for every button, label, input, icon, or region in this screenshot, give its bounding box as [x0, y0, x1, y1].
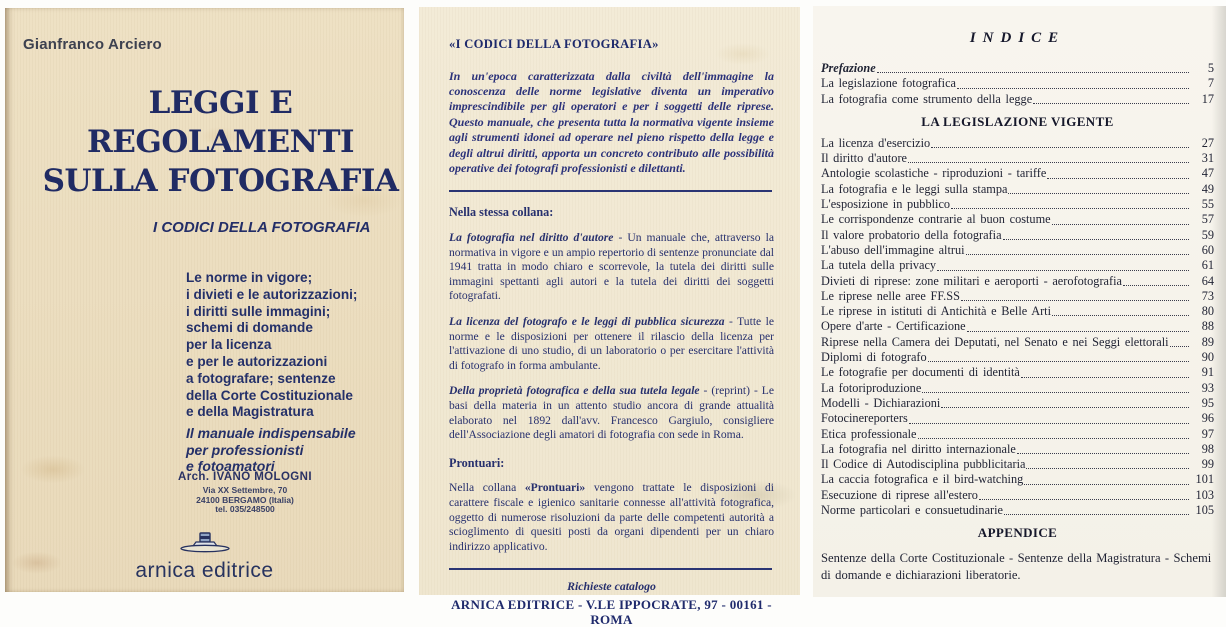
toc-row	[821, 76, 1214, 91]
toc-entry-label: La caccia fotografica e il bird-watching	[821, 472, 1024, 487]
blurb-line: i diritti sulle immagini;	[186, 303, 331, 319]
tagline-line: per professionisti	[186, 441, 304, 458]
toc-row	[821, 488, 1214, 503]
toc-row	[821, 289, 1214, 304]
toc-entry-label: Le riprese nelle aree FF.SS	[821, 288, 960, 303]
toc-page-number: 60	[1201, 242, 1214, 257]
toc-row	[821, 136, 1214, 151]
divider-rule-top	[449, 190, 772, 192]
dot-leader	[1017, 453, 1189, 454]
book-paragraph-text: - Tutte le norme e le disposizioni per ottenere il rilascio della licenza per l'attivazione di uno studio, di un laboratorio o per esercitare l'attività di fotografo in forma ambulante.	[449, 315, 774, 372]
toc-row	[821, 61, 1214, 76]
catalog-request-label: Richieste catalogo	[567, 579, 656, 594]
book-paragraph	[449, 384, 774, 442]
blurb-line: schemi di domande	[186, 320, 313, 336]
toc-entry-label: Opere d'arte - Certificazione	[821, 319, 966, 334]
book-paragraph	[449, 231, 774, 304]
dot-leader	[922, 392, 1189, 393]
toc-entry-label: La licenza d'esercizio	[821, 135, 931, 150]
toc-entry-label: Il valore probatorio della fotografia	[821, 227, 1002, 242]
section-header-appendice: APPENDICE	[977, 525, 1058, 541]
book-paragraph-title: La licenza del fotografo e le leggi di pubblica sicurezza	[449, 315, 725, 328]
address-line: 24100 BERGAMO (Italia)	[196, 494, 294, 505]
dot-leader	[909, 423, 1189, 424]
toc-row	[821, 411, 1214, 426]
blurb-line: i divieti e le autorizzazioni;	[186, 286, 358, 302]
book-title-line1: LEGGI E REGOLAMENTI	[86, 85, 355, 160]
dot-leader	[1021, 377, 1189, 378]
toc-page-number: 96	[1201, 411, 1214, 426]
toc-page-number: 105	[1195, 503, 1214, 518]
toc-entry-label: Le riprese in istituti di Antichità e Belle Arti	[821, 304, 1052, 319]
toc-entry-label: La fotografia e le leggi sulla stampa	[821, 181, 1008, 196]
toc-row	[821, 457, 1214, 472]
toc-entry-label: La tutela della privacy	[821, 258, 937, 273]
appendix-description: Sentenze della Corte Costituzionale - Sentenze della Magistratura - Schemi di domande e dichiarazioni liberatorie.	[821, 551, 1212, 582]
toc-page-number: 101	[1195, 472, 1214, 487]
toc-row	[821, 396, 1214, 411]
toc-page-number: 31	[1201, 151, 1214, 166]
toc-page-number: 61	[1201, 258, 1214, 273]
toc-page-number: 7	[1207, 76, 1214, 91]
prontuari-bold: «Prontuari»	[524, 481, 586, 495]
toc-row	[821, 151, 1214, 166]
toc-row	[821, 258, 1214, 273]
toc-row	[821, 274, 1214, 289]
publisher-address-line: ARNICA EDITRICE - V.LE IPPOCRATE, 97 - 00161 - ROMA	[451, 596, 772, 627]
tagline-line: Il manuale indispensabile	[186, 425, 356, 441]
toc-entry-label: Riprese nella Camera dei Deputati, nel Senato e nei Seggi elettorali	[821, 334, 1169, 349]
blurb-line: della Corte Costituzionale	[186, 387, 353, 403]
dot-leader	[1123, 285, 1189, 286]
series-books	[449, 231, 774, 443]
author-name: Gianfranco Arciero	[23, 36, 162, 53]
dot-leader	[1052, 224, 1189, 225]
toc-page-number: 27	[1201, 135, 1214, 150]
index-title: INDICE	[969, 30, 1066, 46]
architect-name: Arch. IVANO MOLOGNI	[178, 471, 312, 483]
toc-entry-label: L'abuso dell'immagine altrui	[821, 242, 965, 257]
index-main-entries	[821, 136, 1214, 518]
series-name: I CODICI DELLA FOTOGRAFIA	[153, 219, 371, 236]
toc-page-number: 99	[1201, 457, 1214, 472]
book-paragraph	[449, 315, 774, 373]
dot-leader	[979, 499, 1189, 500]
toc-entry-label: La fotoriproduzione	[821, 380, 922, 395]
toc-row	[821, 365, 1214, 380]
dot-leader	[957, 88, 1189, 89]
publisher-name: arnica editrice	[135, 559, 274, 582]
architect-address	[155, 486, 335, 515]
index-front-entries	[821, 61, 1214, 107]
toc-page-number: 93	[1201, 380, 1214, 395]
dot-leader	[1033, 103, 1189, 104]
dot-leader	[908, 162, 1189, 163]
toc-page-number: 47	[1201, 166, 1214, 181]
toc-entry-label: Il Codice di Autodisciplina pubblicitaria	[821, 457, 1026, 472]
toc-entry-label: Il diritto d'autore	[821, 151, 908, 166]
toc-entry-label: Prefazione	[821, 61, 876, 75]
dot-leader	[1004, 514, 1189, 515]
toc-page-number: 89	[1201, 334, 1214, 349]
toc-entry-label: Diplomi di fotografo	[821, 350, 927, 365]
dot-leader	[1026, 468, 1189, 469]
toc-row	[821, 350, 1214, 365]
toc-row	[821, 427, 1214, 442]
dot-leader	[941, 407, 1189, 408]
toc-page-number: 64	[1201, 273, 1214, 288]
toc-page-number: 103	[1195, 487, 1214, 502]
toc-entry-label: Modelli - Dichiarazioni	[821, 395, 941, 410]
dot-leader	[1052, 315, 1189, 316]
same-series-label: Nella stessa collana:	[449, 205, 554, 220]
blurb-line: e per le autorizzazioni	[186, 353, 328, 369]
toc-entry-label: La fotografia come strumento della legge	[821, 91, 1033, 106]
dot-leader	[967, 331, 1189, 332]
toc-page-number: 80	[1201, 304, 1214, 319]
toc-page-number: 95	[1201, 395, 1214, 410]
blurb-line: per la licenza	[186, 337, 272, 353]
toc-row	[821, 228, 1214, 243]
cover-tagline	[186, 425, 356, 475]
book-title-line2: SULLA FOTOGRAFIA	[42, 163, 399, 199]
book-cover-page	[5, 8, 404, 592]
toc-page-number: 5	[1207, 61, 1214, 75]
toc-page-number: 49	[1201, 181, 1214, 196]
toc-entry-label: Norme particolari e consuetudinarie	[821, 503, 1004, 518]
toc-page-number: 90	[1201, 350, 1214, 365]
dot-leader	[931, 147, 1189, 148]
toc-entry-label: Le fotografie per documenti di identità	[821, 365, 1020, 380]
toc-row	[821, 182, 1214, 197]
toc-row	[821, 92, 1214, 107]
dot-leader	[1047, 178, 1189, 179]
toc-page-number: 55	[1201, 197, 1214, 212]
divider-rule-bottom	[449, 568, 772, 570]
toc-row	[821, 472, 1214, 487]
toc-page-number: 91	[1201, 365, 1214, 380]
cover-blurb	[186, 270, 357, 421]
book-title	[41, 84, 400, 201]
toc-row	[821, 381, 1214, 396]
dot-leader	[961, 300, 1189, 301]
toc-row	[821, 197, 1214, 212]
toc-entry-label: Fotocinereporters	[821, 411, 908, 426]
book-paragraph-title: La fotografia nel diritto d'autore	[449, 231, 614, 245]
dot-leader	[966, 254, 1189, 255]
toc-entry-label: L'esposizione in pubblico	[821, 197, 951, 212]
dot-leader	[918, 438, 1190, 439]
dot-leader	[1170, 346, 1189, 347]
series-heading: «I CODICI DELLA FOTOGRAFIA»	[449, 37, 659, 51]
series-description-page	[419, 7, 800, 627]
index-page	[813, 6, 1226, 597]
dot-leader	[1008, 193, 1189, 194]
arnica-logo-icon	[176, 532, 234, 558]
toc-page-number: 17	[1201, 91, 1214, 106]
toc-entry-label: Le corrispondenze contrarie al buon costume	[821, 212, 1051, 227]
toc-row	[821, 304, 1214, 319]
prontuari-label: Prontuari:	[449, 455, 505, 470]
toc-row	[821, 243, 1214, 258]
tagline-line: e fotoamatori	[186, 458, 275, 474]
toc-entry-label: Antologie scolastiche - riproduzioni - tariffe	[821, 166, 1047, 181]
address-line: tel. 035/248500	[215, 504, 275, 514]
book-paragraph-text: - Un manuale che, attraverso la normativa in vigore e un ampio repertorio di sentenze pronunciate dal 1941 tratta in modo chiaro e scorrevole, la tutela dei diritti sulle immagini spettanti agli autori e la tutela dei diritti dei soggetti fotografati.	[449, 231, 774, 303]
toc-entry-label: Esecuzione di riprese all'estero	[821, 487, 978, 502]
toc-page-number: 97	[1201, 426, 1214, 441]
dot-leader	[1003, 239, 1189, 240]
prontuari-rest: vengono trattate le disposizioni di carattere fiscale e igienico sanitarie connesse all'attività fotografica, oggetto di numerose risoluzioni da parte delle competenti autorità a scioglimento di quesiti posti da organi dipendenti per un chiaro indirizzo applicativo.	[449, 481, 774, 553]
toc-entry-label: Etica professionale	[821, 426, 917, 441]
dot-leader	[928, 361, 1189, 362]
book-paragraph-text: - (reprint) - Le basi della materia in un attento studio ancora di grande attualità elaborato nel 1892 dall'avv. Francesco Gargiulo, consigliere dell'Associazione degli amatori di fotografia con sede in Roma.	[449, 384, 775, 442]
address-line: Via XX Settembre, 70	[202, 485, 288, 495]
toc-entry-label: La legislazione fotografica	[821, 76, 956, 91]
toc-page-number: 59	[1201, 227, 1214, 242]
blurb-line: a fotografare; sentenze	[186, 370, 336, 386]
dot-leader	[951, 208, 1189, 209]
series-intro-paragraph: In un'epoca caratterizzata dalla civiltà dell'immagine la conoscenza delle norme legislative diventa un imperativo imprescindibile per gli operatori e per i soggetti delle riprese. Questo manuale, che presenta tutta la normativa vigente insieme agli strumenti idonei ad operare nel pieno rispetto della legge e degli altrui diritti, apporta un concreto contributo alle possibilità operative dei fotografi professionisti e dilettanti.	[449, 68, 774, 176]
dot-leader	[1024, 484, 1189, 485]
toc-row	[821, 503, 1214, 518]
toc-row	[821, 212, 1214, 227]
dot-leader	[937, 270, 1189, 271]
toc-row	[821, 166, 1214, 181]
toc-page-number: 57	[1201, 212, 1214, 227]
prontuari-lead: Nella collana	[449, 481, 525, 495]
section-header-legislazione: LA LEGISLAZIONE VIGENTE	[921, 113, 1114, 129]
toc-entry-label: La fotografia nel diritto internazionale	[821, 441, 1016, 456]
toc-page-number: 73	[1201, 288, 1214, 303]
blurb-line: e della Magistratura	[186, 404, 314, 420]
toc-row	[821, 335, 1214, 350]
blurb-line: Le norme in vigore;	[186, 270, 313, 285]
toc-page-number: 98	[1201, 441, 1214, 456]
prontuari-paragraph	[449, 481, 774, 554]
toc-entry-label: Divieti di riprese: zone militari e aeroporti - aerofotografia	[821, 273, 1122, 288]
toc-page-number: 88	[1201, 319, 1214, 334]
toc-row	[821, 319, 1214, 334]
toc-row	[821, 442, 1214, 457]
dot-leader	[877, 72, 1189, 73]
book-paragraph-title: Della proprietà fotografica e della sua tutela legale	[449, 384, 700, 398]
